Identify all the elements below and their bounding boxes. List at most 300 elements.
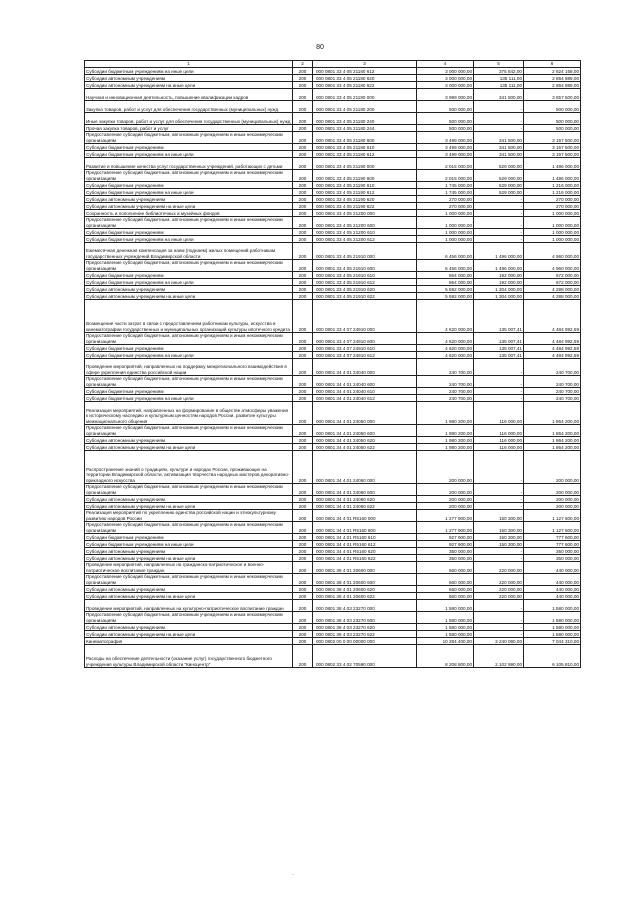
page-number: 80 bbox=[316, 44, 324, 51]
cell-line-code: 200 bbox=[293, 574, 313, 586]
cell-budget-code: 000 0801 34 4 01 24050 620 bbox=[313, 437, 417, 444]
cell-name: Субсидии бюджетным учреждениям bbox=[85, 272, 293, 279]
cell-executed: 220 000,00 bbox=[474, 593, 524, 600]
cell-unexecuted: 4 484 992,59 bbox=[524, 300, 581, 333]
cell-name: Предоставление субсидий бюджетным, автономным учреждениям и иным некоммерческим организациям bbox=[85, 425, 293, 437]
cell-name: Сохранность и пополнение библиотечных и музейных фондов bbox=[85, 210, 293, 217]
budget-table bbox=[84, 60, 581, 668]
table-row bbox=[85, 352, 581, 359]
cell-unexecuted: 4 288 000,00 bbox=[524, 293, 581, 300]
cell-line-code: 200 bbox=[293, 631, 313, 638]
cell-approved: 1 000 000,00 bbox=[417, 210, 474, 217]
cell-name: Субсидии автономным учреждениям bbox=[85, 586, 293, 593]
cell-unexecuted: 2 624 158,00 bbox=[524, 68, 581, 75]
cell-name: Развитие и повышение качества услуг государственных учреждений, работающих с детьми bbox=[85, 158, 293, 170]
cell-executed: - bbox=[474, 503, 524, 510]
cell-name: Субсидии автономным учреждениям на иные цели bbox=[85, 82, 293, 89]
table-row bbox=[85, 484, 581, 496]
cell-line-code: 200 bbox=[293, 510, 313, 522]
cell-line-code: 200 bbox=[293, 203, 313, 210]
table-row bbox=[85, 182, 581, 189]
table-row bbox=[85, 170, 581, 182]
table-row bbox=[85, 522, 581, 534]
cell-unexecuted: 1 000 000,00 bbox=[524, 210, 581, 217]
cell-line-code: 200 bbox=[293, 451, 313, 484]
cell-line-code: 200 bbox=[293, 402, 313, 425]
cell-approved: 1 980 200,00 bbox=[417, 425, 474, 437]
cell-budget-code: 000 0801 33 4 05 21910 612 bbox=[313, 279, 417, 286]
cell-name: Субсидии автономным учреждениям на иные цели bbox=[85, 293, 293, 300]
table-row bbox=[85, 132, 581, 144]
table-row bbox=[85, 333, 581, 345]
cell-approved: 660 000,00 bbox=[417, 593, 474, 600]
cell-unexecuted: 440 000,00 bbox=[524, 593, 581, 600]
cell-name: Ежемесячная денежная компенсация за наем (поднаем) жилых помещений работникам государственных учреждений Владимирской области bbox=[85, 243, 293, 260]
cell-unexecuted: 2 864 889,00 bbox=[524, 82, 581, 89]
table-row bbox=[85, 376, 581, 388]
cell-line-code: 200 bbox=[293, 196, 313, 203]
cell-line-code: 200 bbox=[293, 645, 313, 668]
cell-unexecuted: 240 700,00 bbox=[524, 359, 581, 376]
cell-executed: - bbox=[474, 395, 524, 402]
cell-budget-code: 000 0801 33 4 05 21180 600 bbox=[313, 132, 417, 144]
cell-name: Субсидии автономным учреждениям на иные цели bbox=[85, 203, 293, 210]
cell-unexecuted: 1 580 000,00 bbox=[524, 631, 581, 638]
cell-executed: 150 300,00 bbox=[474, 541, 524, 548]
cell-line-code: 200 bbox=[293, 113, 313, 125]
table-row bbox=[85, 562, 581, 574]
cell-executed: 220 000,00 bbox=[474, 574, 524, 586]
table-row bbox=[85, 593, 581, 600]
cell-approved: 240 700,00 bbox=[417, 388, 474, 395]
table-row bbox=[85, 395, 581, 402]
cell-executed: - bbox=[474, 631, 524, 638]
table-row bbox=[85, 645, 581, 668]
cell-budget-code: 000 0801 34 4 01 R5160 622 bbox=[313, 555, 417, 562]
cell-name: Субсидии бюджетным учреждениям на иные цели bbox=[85, 151, 293, 158]
cell-executed: 341 500,00 bbox=[474, 132, 524, 144]
cell-approved: 4 620 000,00 bbox=[417, 333, 474, 345]
cell-name: Субсидии бюджетным учреждениям bbox=[85, 144, 293, 151]
cell-name: Субсидии автономным учреждениям bbox=[85, 286, 293, 293]
cell-name: Предоставление субсидий бюджетным, автономным учреждениям и иным некоммерческим организациям bbox=[85, 217, 293, 229]
table-row bbox=[85, 68, 581, 75]
cell-unexecuted: 1 864 200,00 bbox=[524, 402, 581, 425]
cell-budget-code: 000 0801 33 4 07 24910 612 bbox=[313, 352, 417, 359]
cell-executed: 375 842,00 bbox=[474, 68, 524, 75]
cell-approved: 2 015 000,00 bbox=[417, 158, 474, 170]
cell-line-code: 200 bbox=[293, 217, 313, 229]
table-row bbox=[85, 286, 581, 293]
cell-name: Иные закупки товаров, работ и услуг для обеспечения государственных (муниципальных) нужд bbox=[85, 113, 293, 125]
cell-approved: 350 000,00 bbox=[417, 548, 474, 555]
cell-unexecuted: 4 960 000,00 bbox=[524, 260, 581, 272]
cell-approved: 350 000,00 bbox=[417, 555, 474, 562]
cell-unexecuted: 4 484 992,59 bbox=[524, 352, 581, 359]
cell-budget-code: 000 0801 33 4 05 21180 612 bbox=[313, 68, 417, 75]
cell-budget-code: 000 0801 34 4 01 24060 622 bbox=[313, 503, 417, 510]
cell-budget-code: 000 0801 38 4 03 23270 000 bbox=[313, 600, 417, 612]
cell-executed: - bbox=[474, 113, 524, 125]
cell-budget-code: 000 0801 33 4 05 21910 620 bbox=[313, 286, 417, 293]
cell-approved: 864 000,00 bbox=[417, 272, 474, 279]
cell-line-code: 200 bbox=[293, 210, 313, 217]
cell-budget-code: 000 0801 33 4 05 21180 000 bbox=[313, 89, 417, 101]
cell-budget-code: 000 0801 33 4 05 21180 240 bbox=[313, 113, 417, 125]
cell-unexecuted: 1 864 200,00 bbox=[524, 444, 581, 451]
cell-name: Предоставление субсидий бюджетным, автономным учреждениям и иным некоммерческим организациям bbox=[85, 132, 293, 144]
cell-unexecuted: 672 000,00 bbox=[524, 279, 581, 286]
table-row bbox=[85, 638, 581, 645]
cell-budget-code: 000 0801 34 4 01 24040 600 bbox=[313, 376, 417, 388]
cell-budget-code: 000 0802 33 4 02 70590 000 bbox=[313, 645, 417, 668]
cell-approved: 5 592 000,00 bbox=[417, 293, 474, 300]
cell-executed: - bbox=[474, 101, 524, 113]
cell-budget-code: 000 0801 33 4 07 24910 000 bbox=[313, 300, 417, 333]
cell-line-code: 200 bbox=[293, 345, 313, 352]
cell-budget-code: 000 0801 34 4 01 R5160 000 bbox=[313, 510, 417, 522]
table-row bbox=[85, 586, 581, 593]
table-row bbox=[85, 300, 581, 333]
cell-name: Предоставление субсидий бюджетным, автономным учреждениям и иным некоммерческим организациям bbox=[85, 260, 293, 272]
cell-line-code: 200 bbox=[293, 293, 313, 300]
table-row bbox=[85, 496, 581, 503]
cell-name: Субсидии бюджетным учреждениям на иные цели bbox=[85, 395, 293, 402]
cell-executed: 135 007,41 bbox=[474, 352, 524, 359]
cell-approved: 4 620 000,00 bbox=[417, 345, 474, 352]
cell-unexecuted: 672 000,00 bbox=[524, 272, 581, 279]
table-row bbox=[85, 534, 581, 541]
table-row bbox=[85, 229, 581, 236]
cell-budget-code: 000 0801 34 4 01 24060 620 bbox=[313, 496, 417, 503]
cell-name: Предоставление субсидий бюджетным, автономным учреждениям и иным некоммерческим организациям bbox=[85, 170, 293, 182]
cell-executed: - bbox=[474, 125, 524, 132]
table-row bbox=[85, 548, 581, 555]
table-row bbox=[85, 217, 581, 229]
cell-unexecuted: 200 000,00 bbox=[524, 496, 581, 503]
cell-approved: 4 620 000,00 bbox=[417, 352, 474, 359]
cell-line-code: 200 bbox=[293, 586, 313, 593]
cell-unexecuted: 500 000,00 bbox=[524, 101, 581, 113]
cell-name: Субсидии бюджетным учреждениям на иные цели bbox=[85, 279, 293, 286]
cell-name: Распространение знаний о традициях, культуре и народах России, проживающих на территории Владимирской области, активизация творчества народных мастеров декоративно-прикладного искусства bbox=[85, 451, 293, 484]
cell-approved: 6 456 000,00 bbox=[417, 243, 474, 260]
cell-name: Субсидии автономным учреждениям bbox=[85, 496, 293, 503]
cell-line-code: 200 bbox=[293, 638, 313, 645]
cell-line-code: 200 bbox=[293, 541, 313, 548]
cell-line-code: 200 bbox=[293, 182, 313, 189]
cell-name: Проведение мероприятий, направленных на поддержку межрегионального взаимодействия в сфере укрепления единства российской нации bbox=[85, 359, 293, 376]
table-row bbox=[85, 101, 581, 113]
cell-approved: 2 015 000,00 bbox=[417, 170, 474, 182]
cell-approved: 927 900,00 bbox=[417, 534, 474, 541]
cell-budget-code: 000 0801 33 4 05 21910 610 bbox=[313, 272, 417, 279]
table-row bbox=[85, 510, 581, 522]
cell-name: Проведение мероприятий, направленных на гражданско-патриотическое и военно-патриотическое воспитание граждан bbox=[85, 562, 293, 574]
cell-name: Субсидии автономным учреждениям bbox=[85, 624, 293, 631]
cell-name: Предоставление субсидий бюджетным, автономным учреждениям и иным некоммерческим организациям bbox=[85, 574, 293, 586]
cell-budget-code: 000 0801 33 4 05 21190 620 bbox=[313, 196, 417, 203]
cell-line-code: 200 bbox=[293, 359, 313, 376]
cell-unexecuted: 1 000 000,00 bbox=[524, 229, 581, 236]
cell-approved: 1 980 200,00 bbox=[417, 444, 474, 451]
cell-budget-code: 000 0801 33 4 07 24910 610 bbox=[313, 345, 417, 352]
cell-approved: 270 000,00 bbox=[417, 196, 474, 203]
cell-budget-code: 000 0801 33 4 05 21910 622 bbox=[313, 293, 417, 300]
cell-budget-code: 000 0801 33 4 05 21200 610 bbox=[313, 229, 417, 236]
cell-approved: 3 000 000,00 bbox=[417, 68, 474, 75]
cell-executed: - bbox=[474, 203, 524, 210]
cell-name: Субсидии бюджетным учреждениям bbox=[85, 229, 293, 236]
cell-name: Возмещение части затрат в связи с предоставлением работникам культуры, искусства и кинематографии государственных и муниципальных организаций культуры ипотечного кредита bbox=[85, 300, 293, 333]
cell-executed: 116 000,00 bbox=[474, 425, 524, 437]
cell-executed: - bbox=[474, 388, 524, 395]
table-row bbox=[85, 293, 581, 300]
cell-approved: 1 580 000,00 bbox=[417, 612, 474, 624]
cell-name: Предоставление субсидий бюджетным, автономным учреждениям и иным некоммерческим организациям bbox=[85, 484, 293, 496]
header-col-1: 1 bbox=[85, 61, 293, 68]
cell-unexecuted: 7 044 310,00 bbox=[524, 638, 581, 645]
cell-budget-code: 000 0801 34 4 01 24050 000 bbox=[313, 402, 417, 425]
table-row bbox=[85, 196, 581, 203]
cell-line-code: 200 bbox=[293, 548, 313, 555]
cell-budget-code: 000 0801 38 4 01 20600 600 bbox=[313, 574, 417, 586]
table-row bbox=[85, 631, 581, 638]
cell-line-code: 200 bbox=[293, 503, 313, 510]
cell-executed: 135 111,00 bbox=[474, 75, 524, 82]
cell-approved: 1 000 000,00 bbox=[417, 236, 474, 243]
cell-line-code: 200 bbox=[293, 189, 313, 196]
cell-unexecuted: 1 216 000,00 bbox=[524, 182, 581, 189]
cell-unexecuted: 440 000,00 bbox=[524, 562, 581, 574]
cell-name: Реализация мероприятий, направленных на формирование в обществе атмосферы уважения к историческому наследию и культурным ценностям народов России, развитие культуры межнационального общения bbox=[85, 402, 293, 425]
cell-budget-code: 000 0801 33 4 05 21180 622 bbox=[313, 82, 417, 89]
cell-unexecuted: 4 484 992,59 bbox=[524, 345, 581, 352]
cell-budget-code: 000 0801 33 4 05 21910 000 bbox=[313, 243, 417, 260]
cell-approved: 1 000 000,00 bbox=[417, 217, 474, 229]
cell-line-code: 200 bbox=[293, 333, 313, 345]
cell-line-code: 200 bbox=[293, 555, 313, 562]
cell-approved: 200 000,00 bbox=[417, 484, 474, 496]
cell-unexecuted: 777 600,00 bbox=[524, 541, 581, 548]
cell-unexecuted: 200 000,00 bbox=[524, 484, 581, 496]
cell-executed: 220 000,00 bbox=[474, 562, 524, 574]
cell-line-code: 200 bbox=[293, 522, 313, 534]
cell-line-code: 200 bbox=[293, 534, 313, 541]
cell-name: Реализация мероприятий по укреплению единства российской нации и этнокультурному развитию народов России bbox=[85, 510, 293, 522]
cell-budget-code: 000 0801 33 4 05 21180 200 bbox=[313, 101, 417, 113]
cell-line-code: 200 bbox=[293, 593, 313, 600]
cell-executed: - bbox=[474, 548, 524, 555]
cell-executed: - bbox=[474, 217, 524, 229]
cell-budget-code: 000 0801 33 4 05 21190 000 bbox=[313, 158, 417, 170]
table-row bbox=[85, 451, 581, 484]
cell-executed: - bbox=[474, 600, 524, 612]
cell-executed: 116 000,00 bbox=[474, 444, 524, 451]
cell-line-code: 200 bbox=[293, 286, 313, 293]
cell-budget-code: 000 0801 33 4 05 21180 620 bbox=[313, 75, 417, 82]
table-row bbox=[85, 151, 581, 158]
table-row bbox=[85, 402, 581, 425]
table-row bbox=[85, 555, 581, 562]
cell-line-code: 200 bbox=[293, 229, 313, 236]
cell-unexecuted: 1 000 000,00 bbox=[524, 236, 581, 243]
cell-budget-code: 000 0801 38 4 03 23270 620 bbox=[313, 624, 417, 631]
cell-approved: 5 592 000,00 bbox=[417, 286, 474, 293]
cell-name: Субсидии автономным учреждениям на иные цели bbox=[85, 444, 293, 451]
cell-budget-code: 000 0801 38 4 01 20600 000 bbox=[313, 562, 417, 574]
cell-name: Закупка товаров, работ и услуг для обеспечения государственных (муниципальных) нужд bbox=[85, 101, 293, 113]
cell-executed: - bbox=[474, 359, 524, 376]
cell-executed: - bbox=[474, 484, 524, 496]
cell-approved: 240 700,00 bbox=[417, 395, 474, 402]
header-col-2: 2 bbox=[293, 61, 313, 68]
table-row bbox=[85, 600, 581, 612]
cell-unexecuted: 3 157 500,00 bbox=[524, 132, 581, 144]
cell-approved: 660 000,00 bbox=[417, 574, 474, 586]
table-row bbox=[85, 425, 581, 437]
cell-name: Субсидии автономным учреждениям bbox=[85, 548, 293, 555]
cell-executed: - bbox=[474, 376, 524, 388]
cell-unexecuted: 3 657 500,00 bbox=[524, 89, 581, 101]
cell-approved: 660 000,00 bbox=[417, 586, 474, 593]
cell-unexecuted: 440 000,00 bbox=[524, 574, 581, 586]
cell-approved: 6 456 000,00 bbox=[417, 260, 474, 272]
cell-approved: 3 499 000,00 bbox=[417, 132, 474, 144]
cell-executed: - bbox=[474, 496, 524, 503]
cell-executed: - bbox=[474, 624, 524, 631]
cell-name: Субсидии бюджетным учреждениям на иные цели bbox=[85, 352, 293, 359]
cell-approved: 1 277 900,00 bbox=[417, 522, 474, 534]
cell-unexecuted: 240 700,00 bbox=[524, 395, 581, 402]
cell-line-code: 200 bbox=[293, 279, 313, 286]
table-row bbox=[85, 158, 581, 170]
cell-name: Проведение мероприятий, направленных на культурно-патриотическое воспитание граждан bbox=[85, 600, 293, 612]
cell-unexecuted: 350 000,00 bbox=[524, 548, 581, 555]
table-row bbox=[85, 624, 581, 631]
cell-name: Субсидии автономным учреждениям на иные цели bbox=[85, 631, 293, 638]
cell-executed: 116 000,00 bbox=[474, 402, 524, 425]
table-row bbox=[85, 437, 581, 444]
cell-approved: 3 499 000,00 bbox=[417, 151, 474, 158]
cell-executed: 529 000,00 bbox=[474, 189, 524, 196]
cell-budget-code: 000 0801 34 4 01 24050 622 bbox=[313, 444, 417, 451]
cell-approved: 1 745 000,00 bbox=[417, 182, 474, 189]
table-row bbox=[85, 574, 581, 586]
cell-executed: 1 304 000,00 bbox=[474, 293, 524, 300]
cell-unexecuted: 777 600,00 bbox=[524, 534, 581, 541]
cell-line-code: 200 bbox=[293, 158, 313, 170]
cell-name: Научная и инновационная деятельность, повышение квалификации кадров bbox=[85, 89, 293, 101]
cell-approved: 200 000,00 bbox=[417, 451, 474, 484]
cell-approved: 10 284 400,00 bbox=[417, 638, 474, 645]
cell-line-code: 200 bbox=[293, 260, 313, 272]
cell-budget-code: 000 0801 38 4 03 23270 622 bbox=[313, 631, 417, 638]
cell-name: Субсидии бюджетным учреждениям bbox=[85, 345, 293, 352]
cell-line-code: 200 bbox=[293, 68, 313, 75]
cell-approved: 4 620 000,00 bbox=[417, 300, 474, 333]
cell-line-code: 200 bbox=[293, 624, 313, 631]
table-row bbox=[85, 612, 581, 624]
cell-executed: 150 300,00 bbox=[474, 510, 524, 522]
cell-budget-code: 000 0801 33 4 05 21200 000 bbox=[313, 210, 417, 217]
cell-line-code: 200 bbox=[293, 484, 313, 496]
cell-line-code: 200 bbox=[293, 352, 313, 359]
table-row bbox=[85, 345, 581, 352]
cell-name: Субсидии бюджетным учреждениям на иные цели bbox=[85, 236, 293, 243]
cell-line-code: 200 bbox=[293, 395, 313, 402]
cell-name: Субсидии автономным учреждениям bbox=[85, 437, 293, 444]
cell-executed: 529 000,00 bbox=[474, 158, 524, 170]
cell-executed: 2 102 990,00 bbox=[474, 645, 524, 668]
table-row bbox=[85, 75, 581, 82]
header-col-3: 3 bbox=[313, 61, 417, 68]
header-col-4: 4 bbox=[417, 61, 474, 68]
cell-executed: 192 000,00 bbox=[474, 279, 524, 286]
cell-budget-code: 000 0801 34 4 01 24060 600 bbox=[313, 484, 417, 496]
cell-unexecuted: 1 864 200,00 bbox=[524, 437, 581, 444]
cell-line-code: 200 bbox=[293, 236, 313, 243]
cell-budget-code: 000 0801 38 4 01 20600 622 bbox=[313, 593, 417, 600]
cell-executed: 135 007,41 bbox=[474, 345, 524, 352]
cell-executed: 1 496 000,00 bbox=[474, 243, 524, 260]
cell-approved: 1 580 000,00 bbox=[417, 631, 474, 638]
cell-unexecuted: 1 864 200,00 bbox=[524, 425, 581, 437]
cell-executed: 135 007,41 bbox=[474, 300, 524, 333]
cell-executed: 341 500,00 bbox=[474, 151, 524, 158]
cell-line-code: 200 bbox=[293, 444, 313, 451]
cell-budget-code: 000 0801 34 4 01 24040 610 bbox=[313, 388, 417, 395]
cell-name: Субсидии автономным учреждениям bbox=[85, 196, 293, 203]
cell-unexecuted: 2 864 889,00 bbox=[524, 75, 581, 82]
cell-budget-code: 000 0801 34 4 01 24060 000 bbox=[313, 451, 417, 484]
table-row bbox=[85, 189, 581, 196]
cell-name: Кинематография bbox=[85, 638, 293, 645]
cell-approved: 1 980 200,00 bbox=[417, 437, 474, 444]
cell-budget-code: 000 0801 38 4 03 23270 600 bbox=[313, 612, 417, 624]
cell-approved: 3 499 000,00 bbox=[417, 144, 474, 151]
cell-unexecuted: 4 484 992,59 bbox=[524, 333, 581, 345]
table-row bbox=[85, 203, 581, 210]
cell-budget-code: 000 0801 34 4 01 24050 600 bbox=[313, 425, 417, 437]
cell-unexecuted: 240 700,00 bbox=[524, 376, 581, 388]
cell-line-code: 200 bbox=[293, 125, 313, 132]
cell-line-code: 200 bbox=[293, 132, 313, 144]
cell-line-code: 200 bbox=[293, 496, 313, 503]
cell-line-code: 200 bbox=[293, 562, 313, 574]
cell-budget-code: 000 0801 34 4 01 24040 000 bbox=[313, 359, 417, 376]
cell-line-code: 200 bbox=[293, 151, 313, 158]
cell-approved: 1 277 900,00 bbox=[417, 510, 474, 522]
cell-name: Субсидии бюджетным учреждениям на иные цели bbox=[85, 189, 293, 196]
cell-approved: 1 580 000,00 bbox=[417, 600, 474, 612]
cell-approved: 3 000 000,00 bbox=[417, 75, 474, 82]
cell-approved: 864 000,00 bbox=[417, 279, 474, 286]
cell-approved: 8 208 800,00 bbox=[417, 645, 474, 668]
cell-executed: 529 000,00 bbox=[474, 182, 524, 189]
cell-name: Субсидии бюджетным учреждениям на иные цели bbox=[85, 68, 293, 75]
cell-executed: - bbox=[474, 236, 524, 243]
cell-unexecuted: 3 157 500,00 bbox=[524, 144, 581, 151]
cell-unexecuted: 500 000,00 bbox=[524, 125, 581, 132]
cell-executed: - bbox=[474, 555, 524, 562]
cell-approved: 3 999 000,00 bbox=[417, 89, 474, 101]
table-row bbox=[85, 236, 581, 243]
cell-line-code: 200 bbox=[293, 243, 313, 260]
cell-unexecuted: 270 000,00 bbox=[524, 196, 581, 203]
cell-unexecuted: 1 486 000,00 bbox=[524, 170, 581, 182]
table-row bbox=[85, 144, 581, 151]
